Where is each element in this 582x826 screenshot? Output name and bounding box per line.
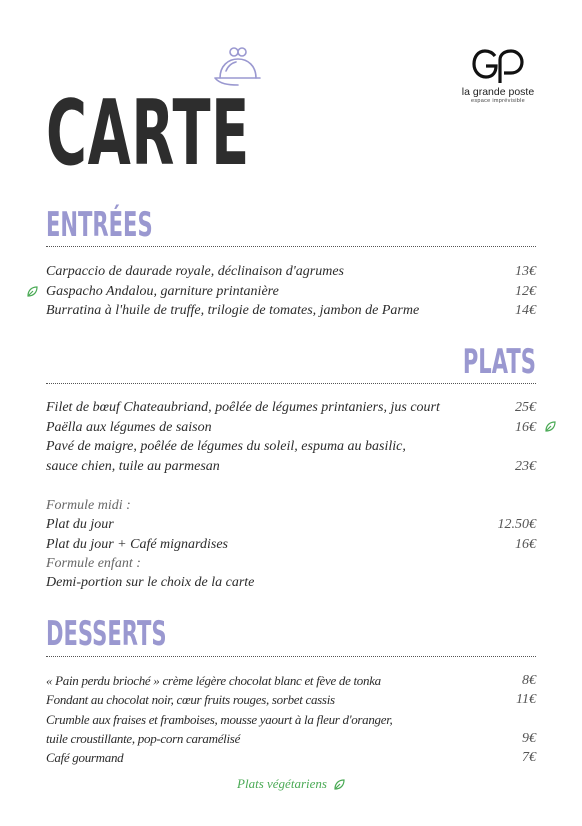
menu-item (46, 515, 536, 534)
item-price: 16€ (515, 420, 536, 435)
formule-enfant-label (46, 554, 536, 573)
menu-item (46, 690, 536, 709)
menu-item (46, 301, 536, 320)
section-title-plats: PLATS (462, 342, 536, 382)
brand-logo (456, 48, 540, 105)
section-title-desserts: DESSERTS (46, 614, 167, 654)
item-price: 23€ (515, 459, 536, 474)
legend-text: Plats végétariens (237, 776, 327, 791)
item-name: Café gourmand (46, 750, 124, 765)
item-name: « Pain perdu brioché » crème légère chocolat blanc et fève de tonka (46, 673, 381, 688)
logo-tagline: espace imprévisible (471, 98, 525, 104)
leaf-icon (26, 286, 38, 298)
item-name: Demi-portion sur le choix de la carte (46, 575, 255, 590)
item-price: 25€ (515, 400, 536, 415)
item-price: 16€ (515, 537, 536, 552)
item-name: Paëlla aux légumes de saison (46, 420, 212, 435)
menu-item (46, 437, 536, 456)
menu-item (46, 262, 536, 281)
menu-item (46, 282, 536, 301)
item-price: 12€ (515, 284, 536, 299)
item-name: Carpaccio de daurade royale, déclinaison d'agrumes (46, 264, 344, 279)
section-title-entrees: ENTRÉES (46, 205, 153, 245)
label-text: Formule enfant : (46, 556, 141, 571)
menu-item (46, 748, 536, 767)
menu-item (46, 418, 536, 437)
item-price: 8€ (522, 673, 536, 688)
divider (46, 383, 536, 384)
label-text: Formule midi : (46, 498, 131, 513)
divider (46, 246, 536, 247)
item-price: 12.50€ (497, 517, 536, 532)
divider (46, 656, 536, 657)
logo-name: la grande poste (461, 86, 535, 98)
item-price: 9€ (522, 731, 536, 746)
item-name: Gaspacho Andalou, garniture printanière (46, 284, 279, 299)
item-name: Filet de bœuf Chateaubriand, poêlée de légumes printaniers, jus court (46, 400, 440, 415)
menu-item-continued (46, 729, 536, 748)
leaf-icon (333, 779, 345, 791)
item-name-line2: sauce chien, tuile au parmesan (46, 459, 220, 474)
menu-item (46, 398, 536, 417)
item-name: Fondant au chocolat noir, cœur fruits rouges, sorbet cassis (46, 692, 335, 707)
menu-item (46, 535, 536, 554)
item-name: Burratina à l'huile de truffe, trilogie de tomates, jambon de Parme (46, 303, 420, 318)
item-name: Plat du jour (46, 517, 114, 532)
item-name: Crumble aux fraises et framboises, mousse yaourt à la fleur d'oranger, (46, 712, 393, 727)
leaf-icon (544, 421, 556, 433)
page-title: CARTE (46, 81, 250, 186)
item-name-line2: tuile croustillante, pop-corn caramélisé (46, 731, 241, 746)
menu-item (46, 710, 536, 729)
item-price: 13€ (515, 264, 536, 279)
menu-item (46, 671, 536, 690)
item-name: Plat du jour + Café mignardises (46, 537, 228, 552)
vegetarian-legend (0, 775, 582, 793)
item-price: 11€ (516, 692, 536, 707)
item-name: Pavé de maigre, poêlée de légumes du soleil, espuma au basilic, (46, 439, 406, 454)
item-price: 7€ (522, 750, 536, 765)
formule-midi-label (46, 496, 536, 515)
gp-logo-icon (471, 48, 525, 84)
menu-item (46, 573, 536, 592)
menu-item-continued (46, 457, 536, 476)
item-price: 14€ (515, 303, 536, 318)
